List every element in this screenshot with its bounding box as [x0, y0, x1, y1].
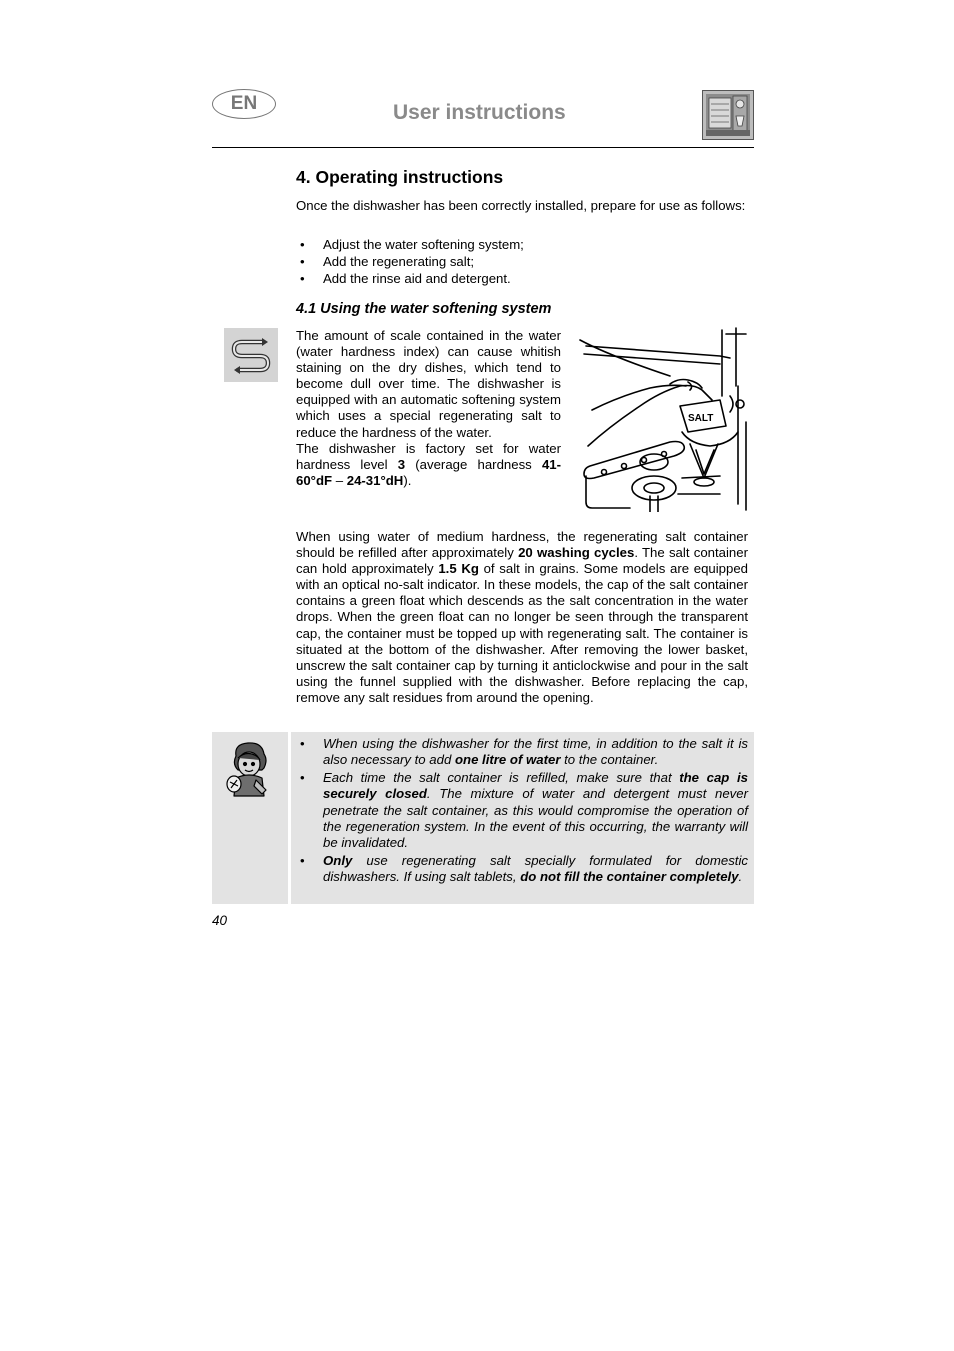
list-item: • Each time the salt container is refilled, make sure that the cap is securely closed. The mixture of water and detergent must never penetrate the salt container, as this would compromise the operation of the regeneration system. In the event of this occurring, the warranty will be invalidated. [300, 769, 748, 851]
bullet: • [300, 237, 305, 252]
bullet: • [300, 769, 305, 785]
intro-paragraph: Once the dishwasher has been correctly installed, prepare for use as follows: [296, 198, 746, 213]
prep-steps-list [296, 236, 748, 287]
language-badge: EN [212, 89, 276, 119]
salt-capacity: 1.5 Kg [438, 561, 479, 577]
note-divider [288, 732, 291, 904]
hardness-df: 41-60°dF [296, 456, 562, 488]
list-item: • Add the rinse aid and detergent. [300, 271, 511, 286]
list-item: • When using the dishwasher for the first time, in addition to the salt it is also necessary to add one litre of water to the container. [300, 736, 748, 768]
bullet: • [300, 271, 305, 286]
refill-cycles: 20 washing cycles [518, 545, 635, 561]
water-softener-icon [224, 328, 278, 382]
salt-filling-diagram [570, 326, 750, 512]
section-title: 4. Operating instructions [296, 167, 504, 187]
dishwasher-photo-icon [702, 90, 754, 140]
list-item: • Only use regenerating salt specially formulated for domestic dishwashers. If using salt tablets, do not fill the container completely. [300, 852, 748, 885]
bullet: • [300, 254, 305, 269]
list-item: • Adjust the water softening system; [300, 237, 524, 252]
subsection-title: 4.1 Using the water softening system [296, 301, 552, 317]
technician-mascot-icon [222, 740, 276, 798]
salt-container-paragraph: When using water of medium hardness, the regenerating salt container should be refilled after approximately 20 washing cycles. The salt container can hold approximately 1.5 Kg of salt in grains. Some models are equipped with an optical no-salt indicator. In these models, the cap of the salt container contains a green float which descends as the salt concentration in the water drops. When the green float can no longer be seen through the transparent cap, the container must be topped up with regenerating salt. The container is situated at the bottom of the dishwasher. After removing the lower basket, unscrew the salt container cap by turning it anticlockwise and pour in the salt using the funnel supplied with the dishwasher. Before replacing the cap, remove any salt residues from around the opening. [296, 529, 749, 705]
bullet: • [300, 852, 305, 868]
warning-note-list [296, 736, 748, 887]
scale-paragraph: The amount of scale contained in the water (water hardness index) can cause whitish staining on the dry dishes, which tend to become dull over time. The dishwasher is equipped with an automatic softening system which uses a special regenerating salt to reduce the hardness of the water. The dishwasher is factory set for water hardness level 3 (average hardness 41-60°dF – 24-31°dH). [296, 328, 562, 488]
header-divider [212, 147, 754, 148]
page-number: 40 [212, 913, 228, 928]
list-item: • Add the regenerating salt; [300, 254, 475, 269]
page-header-title: User instructions [393, 101, 566, 124]
hardness-dh: 24-31°dH [346, 472, 404, 488]
hardness-level: 3 [397, 456, 406, 472]
bullet: • [300, 736, 305, 751]
salt-bag-label: SALT [688, 413, 714, 424]
